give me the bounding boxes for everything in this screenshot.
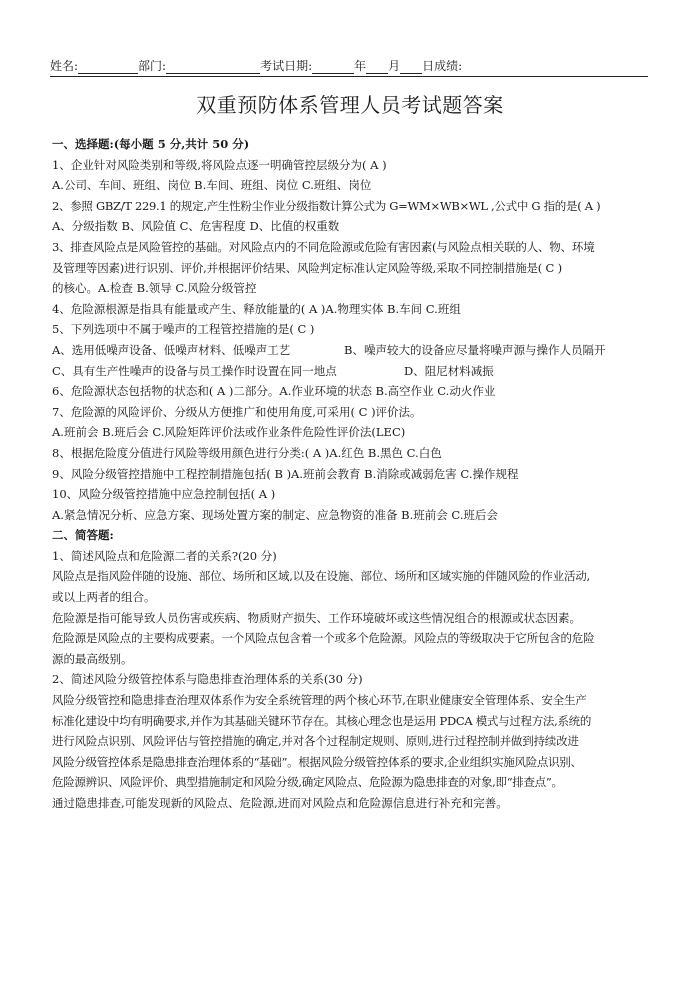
q-line: 5、下列选项中不属于噪声的工程管控措施的是( C ) <box>52 322 315 337</box>
header-rule <box>50 76 648 77</box>
answer-line: 或以上两者的组合。 <box>52 590 156 605</box>
q-line: 1、企业针对风险类别和等级,将风险点逐一明确管控层级分为( A ) <box>52 157 387 172</box>
question-1: 1、简述风险点和危险源二者的关系?(20 分) <box>52 548 277 563</box>
year-blank[interactable] <box>312 61 354 74</box>
section1-heading: 一、选择题:(每小题 5 分,共计 50 分) <box>52 137 250 151</box>
page-title: 双重预防体系管理人员考试题答案 <box>196 93 504 117</box>
name-blank[interactable] <box>78 61 138 74</box>
q-line: 8、根据危险度分值进行风险等级用颜色进行分类:( A )A.红色 B.黑色 C.白色 <box>52 445 442 460</box>
q-line: 9、风险分级管控措施中工程控制措施包括( B )A.班前会教育 B.消除或减弱危害 C.操作规程 <box>52 466 519 481</box>
answer-line: 危险源辨识、风险评价、典型措施制定和风险分级,确定风险点、危险源为隐患排查的对象,即“排查点”。 <box>52 775 563 790</box>
q-line: 6、危险源状态包括物的状态和( A )二部分。A.作业环境的状态 B.高空作业 C.动火作业 <box>52 384 496 399</box>
q-line: A.紧急情况分析、应急方案、现场处置方案的制定、应急物资的准备 B.班前会 C.班后会 <box>52 507 498 522</box>
month-blank[interactable] <box>366 61 388 74</box>
question-2: 2、简述风险分级管控体系与隐患排查治理体系的关系(30 分) <box>52 672 363 687</box>
q-line: A、分级指数 B、风险值 C、危害程度 D、比值的权重数 <box>52 219 340 234</box>
exam-header <box>50 58 648 74</box>
answer-line: 标准化建设中均有明确要求,并作为其基础关键环节存在。其核心理念也是运用 PDCA 模式与过程方法,系统的 <box>52 713 592 728</box>
answer-line: 源的最高级别。 <box>52 651 133 666</box>
section2-heading: 二、简答题: <box>52 528 114 543</box>
q-line: 10、风险分级管控措施中应急控制包括( A ) <box>52 487 276 502</box>
answer-line: 通过隐患排查,可能发现新的风险点、危险源,进而对风险点和危险源信息进行补充和完善。 <box>52 796 508 810</box>
answer-line: 危险源是指可能导致人员伤害或疾病、物质财产损失、工作环境破坏或这些情况组合的根源或状态因素。 <box>52 610 581 625</box>
q-line: 的核心。A.检查 B.领导 C.风险分级管控 <box>52 281 257 296</box>
answer-line: 进行风险点识别、风险评估与管控措施的确定,并对各个过程制定规则、原则,进行过程控制并做到持续改进 <box>52 734 579 749</box>
dept-label: 部门: <box>138 59 167 73</box>
q-line: 及管理等因素)进行识别、评价,并根据评价结果、风险判定标准认定风险等级,采取不同控制措施是( C ) <box>52 260 562 275</box>
q-line: 3、排查风险点是风险管控的基础。对风险点内的不同危险源或危险有害因素(与风险点相关联的人、物、环境 <box>52 239 595 254</box>
day-blank[interactable] <box>400 61 422 74</box>
answer-line: 风险分级管控体系是隐患排查治理体系的“基础”。根据风险分级管控体系的要求,企业组织实施风险点识别、 <box>52 754 582 769</box>
q-line: 7、危险源的风险评价、分级从方便推广和使用角度,可采用( C )评价法。 <box>52 404 422 419</box>
q5-options-ab <box>52 340 652 361</box>
date-label: 考试日期: <box>260 59 313 73</box>
q5-option-a: A、选用低噪声设备、低噪声材料、低噪声工艺 <box>52 342 291 357</box>
q5-options-cd <box>52 361 652 382</box>
answer-line: 危险源是风险点的主要构成要素。一个风险点包含着一个或多个危险源。风险点的等级取决于它所包含的危险 <box>52 631 595 646</box>
q5-option-b: B、噪声较大的设备应尽量将噪声源与操作人员隔开 <box>344 342 606 357</box>
q5-option-d: D、阻尼材料减振 <box>404 363 494 378</box>
q5-option-c: C、具有生产性噪声的设备与员工操作时设置在同一地点 <box>52 363 337 378</box>
name-label: 姓名: <box>50 59 79 73</box>
exam-content <box>52 134 652 814</box>
month-label: 月 <box>388 59 401 73</box>
answer-line: 风险分级管控和隐患排查治理双体系作为安全系统管理的两个核心环节,在职业健康安全管理体系、安全生产 <box>52 693 587 708</box>
q-line: A.公司、车间、班组、岗位 B.车间、班组、岗位 C.班组、岗位 <box>52 178 372 193</box>
q-line: 4、危险源根源是指具有能量或产生、释放能量的( A )A.物理实体 B.车间 C.班组 <box>52 301 461 316</box>
day-score-label: 日成绩: <box>422 59 463 73</box>
year-label: 年 <box>354 59 367 73</box>
answer-line: 风险点是指风险伴随的设施、部位、场所和区域,以及在设施、部位、场所和区域实施的伴随风险的作业活动, <box>52 569 591 584</box>
q-line: A.班前会 B.班后会 C.风险矩阵评价法或作业条件危险性评价法(LEC) <box>52 425 406 440</box>
dept-blank[interactable] <box>166 61 260 74</box>
q-line: 2、参照 GBZ/T 229.1 的规定,产生性粉尘作业分级指数计算公式为 G=WM×WB×WL ,公式中 G 指的是( A ) <box>52 198 601 213</box>
